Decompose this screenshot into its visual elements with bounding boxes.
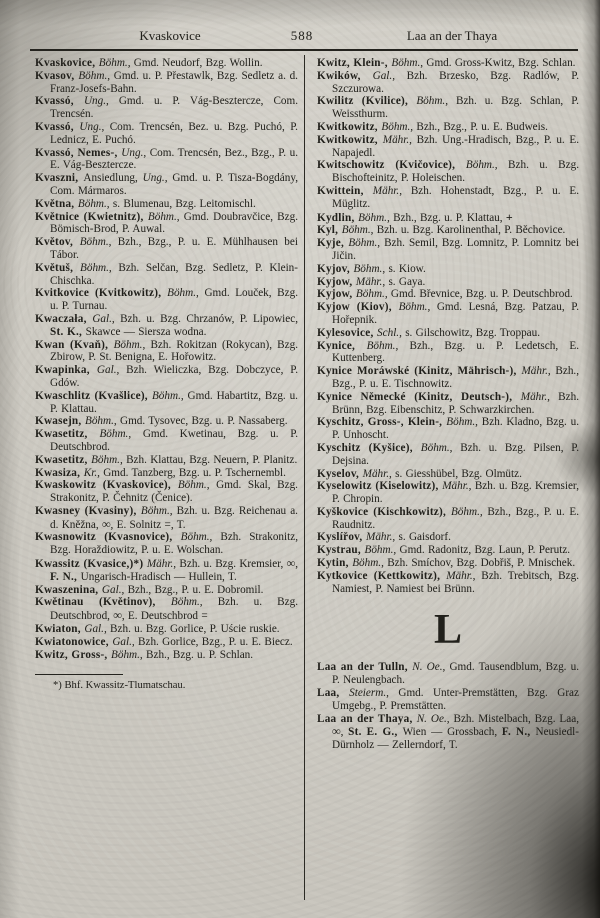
- entry-text: Gmd. Doubravčice, Bzg. Bömisch-Brod, P. Auwal.: [50, 210, 299, 236]
- entry-text: Bzh. u. Bzg. Chrzanów, P. Lipowiec,: [120, 312, 299, 325]
- gazetteer-entry: [35, 262, 298, 288]
- entry-headword: Kwików,: [317, 69, 373, 82]
- entry-headword: Laa,: [317, 687, 350, 700]
- entry-text: Bzh. u. Bzg. Kremsier,: [179, 558, 287, 571]
- entry-region: Böhm.,: [80, 261, 119, 274]
- gazetteer-entry: [35, 57, 298, 70]
- entry-region: N. Oe.,: [416, 712, 454, 725]
- entry-headword: Kwasnowitz (Kvasnovice),: [35, 531, 181, 544]
- entry-text: Bzh. u. Bzg. Bischofteinitz, P. Holeischen.: [332, 159, 579, 185]
- entry-region: Böhm.,: [446, 416, 482, 429]
- entry-headword: Května,: [35, 197, 78, 210]
- entry-headword: Kwasiza,: [35, 466, 84, 479]
- entry-headword: F. N.,: [501, 726, 536, 739]
- gazetteer-entry: [35, 531, 298, 557]
- entry-text: ,: [340, 726, 349, 739]
- footnote-text: *) Bhf. Kwassitz-Tlumatschau.: [53, 680, 186, 692]
- entry-region: Ung.,: [83, 95, 119, 108]
- entry-region: Böhm.,: [348, 237, 385, 250]
- gazetteer-entry: [317, 327, 579, 340]
- left-column: [35, 57, 298, 692]
- gazetteer-entry: [35, 649, 298, 662]
- entry-headword: Kynice Německé (Kinitz, Deutsch-),: [317, 390, 521, 403]
- entry-text: Bzh. Brzesko, Bzg. Radlów, P. Szczurowa.: [332, 69, 580, 95]
- page-header: [0, 28, 600, 48]
- entry-text: Bzh. Wieliczka, Bzg. Dobczyce, P. Gdów.: [50, 364, 298, 389]
- entry-text: Com. Trencsén, Bez. u. Bzg. Puchó, P. Lednicz, E. Puchó.: [50, 120, 298, 146]
- entry-headword: Kwasetitz,: [35, 428, 100, 441]
- entry-text: Bzh. u. Bzg. Karolinenthal, P. Běchovice.: [376, 224, 566, 237]
- entry-text: Bzh. Ung.-Hradisch, Bzg., P. u. E. Napajedl.: [332, 133, 579, 159]
- gazetteer-entry: [317, 95, 579, 121]
- gazetteer-entry: [35, 211, 298, 237]
- entry-headword: Kynice,: [317, 339, 367, 352]
- entry-region: Böhm.,: [111, 648, 147, 661]
- entry-region: Böhm.,: [91, 453, 127, 466]
- entry-headword: Kwitz, Gross-,: [35, 648, 112, 661]
- entry-headword: Květnice (Kwietnitz),: [35, 210, 148, 223]
- entry-text: Gmd. Unter-Premstätten, Bzg. Graz Umgebg., P. Premstätten.: [332, 687, 579, 712]
- entry-region: Mähr.,: [382, 133, 417, 146]
- entry-headword: Kvitkovice (Kvitkowitz),: [35, 287, 168, 300]
- entry-symbol-icon: ∞: [332, 724, 341, 739]
- entry-headword: Kvaszni,: [35, 172, 84, 185]
- footnote: [35, 674, 298, 692]
- gazetteer-entry: [317, 391, 579, 417]
- entry-text: Com. Trencsén, Bez., Bzg., P. u. E. Vág-Besztercze.: [50, 146, 298, 172]
- gazetteer-entry: [317, 365, 579, 391]
- entry-headword: Kwittein,: [317, 184, 373, 197]
- entry-headword: Kwasetitz,: [35, 453, 92, 466]
- entry-headword: Kwaczała,: [35, 312, 93, 325]
- entry-text: Bzh. Selčan, Bzg. Sedletz, P. Klein-Chischka.: [50, 261, 298, 287]
- entry-text: Gmd. Louček, Bzg. u. P. Turnau.: [50, 287, 298, 313]
- entry-text: Gmd. Habartitz, Bzg. u. P. Klattau.: [50, 389, 298, 415]
- entry-text: Gmd. u. P. Tisza-Bogdány, Com. Mármaros.: [50, 172, 298, 197]
- entry-region: Böhm.,: [381, 120, 417, 133]
- entry-headword: Kyjow,: [317, 288, 356, 301]
- entry-region: Böhm.,: [113, 338, 151, 351]
- section-letter-heading: L: [433, 607, 462, 654]
- entry-headword: Kystrau,: [317, 544, 365, 557]
- gazetteer-entry: [35, 121, 298, 147]
- entry-headword: Kwitkowitz,: [317, 133, 383, 146]
- gazetteer-entry: [317, 263, 579, 276]
- entry-text: Gmd. Kwetinau, Bzg. u. P. Deutschbrod.: [50, 428, 298, 453]
- entry-text: Bzh., Bzg. u. P. Klattau,: [393, 211, 506, 224]
- entry-headword: Kwasejn,: [35, 415, 85, 428]
- entry-headword: Kynice Moráwské (Kinitz, Mährisch-),: [317, 365, 522, 378]
- gazetteer-entry: [35, 70, 298, 96]
- entry-text: Bzh., Bzg., P. u. E. Tischnowitz.: [332, 365, 580, 390]
- entry-region: Böhm.,: [99, 428, 143, 441]
- entry-text: , E. Deutschbrod =: [121, 610, 208, 623]
- entry-text: Bzh. Smíchov, Bzg. Dobřiš, P. Mnischek.: [387, 557, 576, 570]
- entry-headword: Kwětinau (Květinov),: [35, 596, 171, 609]
- entry-text: Skawce — Siersza wodna.: [85, 325, 207, 338]
- entry-region: Mähr.,: [521, 365, 556, 378]
- entry-symbol-icon: ∞: [113, 608, 122, 623]
- entry-region: Böhm.,: [341, 224, 377, 237]
- entry-headword: Kyselov,: [317, 467, 363, 480]
- entry-text: Gmd. Tausendblum, Bzg. u. P. Neulengbach.: [332, 661, 580, 687]
- entry-region: Böhm.,: [366, 339, 410, 352]
- gazetteer-entry: [35, 479, 298, 505]
- entry-text: Bzh., Bzg., P. u. E. Raudnitz.: [332, 505, 579, 531]
- entry-text: Gmd. Gross-Kwitz, Bzg. Schlan.: [426, 57, 576, 69]
- entry-headword: Kvassó,: [35, 120, 80, 133]
- entry-text: s. Gaya.: [388, 275, 426, 288]
- entry-region: Böhm.,: [416, 95, 456, 108]
- gazetteer-entry: [35, 236, 298, 262]
- gazetteer-entry: [317, 301, 579, 327]
- entry-text: Bzh. u. Bzg. Kremsier, P. Chropin.: [332, 480, 579, 506]
- entry-region: Böhm.,: [167, 287, 205, 300]
- entry-headword: Kyselowitz (Kiselowitz),: [317, 480, 443, 493]
- entry-region: Böhm.,: [420, 441, 461, 454]
- entry-text: Neusiedl-Dürnholz — Zellerndorf, T.: [332, 726, 579, 752]
- entry-headword: Kyjov,: [317, 262, 354, 275]
- entry-headword: Laa an der Thaya,: [317, 712, 417, 725]
- gazetteer-entry: [317, 237, 579, 263]
- gazetteer-entry: [317, 687, 579, 713]
- entry-headword: Kytkovice (Kettkowitz),: [317, 569, 447, 582]
- running-head-right: Laa an der Thaya: [406, 28, 498, 43]
- entry-headword: Kvassó, Nemes-,: [35, 146, 122, 159]
- gazetteer-entry: [35, 364, 298, 390]
- gazetteer-entry: [317, 506, 579, 532]
- entry-headword: Kylesovice,: [317, 326, 378, 339]
- entry-headword: St. E. G.,: [348, 726, 403, 739]
- entry-text: Bzh. Mistelbach, Bzg. Laa,: [453, 712, 579, 725]
- entry-text: Bzh., Bzg., P. u. E. Budweis.: [416, 120, 548, 133]
- gazetteer-entry: [35, 584, 298, 597]
- entry-region: Steierm.,: [349, 687, 399, 700]
- entry-headword: Kvaskovice,: [35, 57, 99, 69]
- right-entry-list: [317, 57, 579, 752]
- gazetteer-entry: [317, 480, 579, 506]
- gazetteer-entry: [35, 454, 298, 467]
- gazetteer-entry: [35, 390, 298, 416]
- entry-headword: Květuš,: [35, 261, 81, 274]
- gazetteer-entry: [317, 121, 579, 134]
- gazetteer-entry: [317, 468, 579, 481]
- gazetteer-entry: [317, 340, 579, 366]
- entry-symbol-icon: +: [505, 209, 513, 224]
- gazetteer-entry: [317, 442, 579, 468]
- entry-region: Böhm.,: [398, 301, 437, 314]
- entry-text: Bzh. Strakonitz, Bzg. Horaždiowitz, P. u. E. Wolschan.: [50, 531, 298, 557]
- entry-region: Ung.,: [79, 120, 110, 133]
- entry-region: Böhm.,: [170, 596, 218, 609]
- entry-headword: Kyschitz (Kyšice),: [317, 441, 421, 454]
- entry-region: Gal.,: [92, 312, 121, 325]
- entry-text: Gmd. Skal, Bzg. Strakonitz, P. Čehnitz (Čenice).: [50, 479, 298, 505]
- entry-region: Gal.,: [84, 623, 111, 636]
- entry-text: Gmd. Radonitz, Bzg. Laun, P. Perutz.: [399, 544, 571, 557]
- entry-headword: Kwitschowitz (Kvičovice),: [317, 159, 466, 172]
- entry-headword: Kyje,: [317, 237, 349, 250]
- entry-text: ,: [295, 558, 298, 571]
- entry-region: Ung.,: [142, 172, 173, 185]
- entry-region: Schl.,: [377, 326, 406, 339]
- entry-headword: Kyschitz, Gross-, Klein-,: [317, 416, 447, 429]
- entry-text: Gmd. Lesná, Bzg. Patzau, P. Hořepnik.: [332, 301, 579, 326]
- gazetteer-entry: [317, 276, 579, 289]
- gazetteer-entry: [317, 570, 579, 596]
- entry-text: Bzh. Gorlice, Bzg., P. u. E. Biecz.: [138, 635, 293, 648]
- gazetteer-entry: [35, 557, 298, 584]
- entry-headword: Kwiaton,: [35, 623, 85, 636]
- entry-region: Böhm.,: [450, 505, 488, 518]
- entry-region: Böhm.,: [79, 236, 118, 249]
- entry-text: , E. Solnitz =, T.: [110, 518, 186, 531]
- entry-text: Gmd. Neudorf, Bzg. Wollin.: [133, 57, 263, 69]
- entry-text: Wien — Grossbach,: [402, 726, 502, 739]
- entry-text: Gmd. Tanzberg, Bzg. u. P. Tschernembl.: [103, 466, 286, 479]
- entry-region: Böhm.,: [364, 544, 400, 557]
- entry-headword: Kwilitz (Kvilice),: [317, 95, 417, 108]
- gazetteer-entry: [35, 596, 298, 623]
- gazetteer-entry: [317, 661, 579, 687]
- gazetteer-entry: [317, 544, 579, 557]
- entry-headword: Kyl,: [317, 224, 342, 237]
- entry-region: Böhm.,: [98, 57, 134, 69]
- entry-text: Gmd. u. P. Vág-Besztercze, Com. Trencsén.: [50, 95, 298, 121]
- left-entry-list: [35, 57, 298, 661]
- entry-headword: Kwaschlitz (Kvašlice),: [35, 389, 152, 402]
- entry-region: Mähr.,: [446, 569, 482, 582]
- entry-headword: Kwapinka,: [35, 364, 97, 377]
- entry-headword: Kwitz, Klein-,: [317, 57, 392, 69]
- entry-region: Mähr.,: [362, 467, 396, 480]
- entry-region: Böhm.,: [85, 415, 120, 428]
- entry-headword: Kyjow (Kiov),: [317, 301, 399, 314]
- entry-region: Mähr.,: [520, 390, 559, 403]
- entry-symbol-icon: ∞: [101, 516, 111, 531]
- entry-text: Gmd. u. P. Přestawlk, Bzg. Sedletz a. d. Franz-Josefs-Bahn.: [50, 69, 298, 95]
- entry-region: Böhm.,: [151, 389, 188, 402]
- entry-headword: Kyškovice (Kischkowitz),: [317, 505, 451, 518]
- entry-region: Mähr.,: [146, 558, 180, 571]
- header-rule: [30, 49, 578, 51]
- entry-text: Gmd. Tysovec, Bzg. u. P. Nassaberg.: [120, 415, 288, 428]
- entry-text: Bzh. Klattau, Bzg. Neuern, P. Planitz.: [126, 453, 298, 466]
- entry-region: Böhm.,: [78, 69, 114, 82]
- entry-headword: Kvasov,: [35, 69, 79, 82]
- entry-text: s. Gilschowitz, Bzg. Troppau.: [405, 326, 541, 339]
- entry-region: Böhm.,: [180, 531, 221, 544]
- gazetteer-entry: [317, 224, 579, 237]
- gazetteer-entry: [317, 70, 579, 96]
- entry-region: Mähr.,: [366, 531, 399, 544]
- gazetteer-entry: [317, 57, 579, 70]
- entry-region: Ung.,: [121, 146, 150, 159]
- entry-region: Böhm.,: [353, 262, 389, 275]
- entry-region: Böhm.,: [177, 479, 217, 492]
- gazetteer-entry: [35, 636, 298, 649]
- gazetteer-entry: [35, 505, 298, 532]
- gazetteer-entry: [35, 147, 298, 173]
- entry-text: s. Gaisdorf.: [398, 531, 451, 544]
- entry-headword: Kwitkowitz,: [317, 120, 382, 133]
- entry-region: Mähr.,: [442, 480, 475, 493]
- entry-text: Bzh. u. Bzg. Gorlice, P. Uście ruskie.: [110, 623, 280, 636]
- entry-text: Bzh. u. Bzg. Deutschbrod,: [50, 596, 299, 623]
- entry-text: Bzh. u. Bzg. Pilsen, P. Dejsina.: [332, 441, 580, 467]
- column-divider: [304, 55, 305, 900]
- page-number: 588: [290, 28, 314, 43]
- entry-headword: Laa an der Tulln,: [317, 661, 413, 674]
- entry-headword: Kwan (Kvaň),: [35, 338, 114, 351]
- gazetteer-entry: [35, 428, 298, 454]
- gazetteer-entry: [317, 713, 579, 752]
- entry-headword: Kwaszenina,: [35, 583, 102, 596]
- entry-headword: Kydlin,: [317, 211, 359, 224]
- entry-text: Ansiedlung,: [83, 172, 143, 185]
- entry-region: Böhm.,: [147, 210, 184, 223]
- gazetteer-entry: [35, 198, 298, 211]
- entry-region: Mähr.,: [372, 184, 411, 197]
- entry-headword: St. K.,: [50, 325, 86, 338]
- entry-headword: Kytin,: [317, 557, 353, 570]
- entry-headword: Květov,: [35, 236, 80, 249]
- entry-text: Bzh. Hohenstadt, Bzg., P. u. E. Müglitz.: [332, 184, 580, 210]
- entry-text: Bzh. Brünn, Bzg. Eibenschitz, P. Schwarzkirchen.: [332, 390, 579, 416]
- entry-headword: F. N.,: [50, 570, 81, 583]
- gazetteer-entry: [317, 416, 579, 442]
- entry-text: Bzh., Bzg., P. u. E. Mühlhausen bei Tábor.: [50, 236, 298, 261]
- gazetteer-entry: [317, 288, 579, 301]
- entry-headword: Kwassitz (Kvasice,)*): [35, 558, 147, 571]
- entry-region: Gal.,: [112, 635, 139, 648]
- entry-text: Gmd. Břevnice, Bzg. u. P. Deutschbrod.: [390, 288, 573, 301]
- entry-region: Böhm.,: [352, 557, 388, 570]
- entry-text: Bzh., Bzg. u. P. Ledetsch, E. Kuttenberg.: [332, 339, 579, 365]
- entry-headword: Kwaskowitz (Kvaskovice),: [35, 479, 178, 492]
- gazetteer-entry: [35, 623, 298, 636]
- entry-headword: Kyjow,: [317, 275, 356, 288]
- entry-symbol-icon: ∞: [286, 556, 296, 571]
- entry-region: Mähr.,: [355, 275, 389, 288]
- gazetteer-entry: [317, 211, 579, 225]
- entry-text: s. Giesshübel, Bzg. Olmütz.: [395, 467, 522, 480]
- entry-headword: Kwiatonowice,: [35, 635, 113, 648]
- entry-headword: Kvassó,: [35, 95, 84, 108]
- gazetteer-entry: [317, 134, 579, 160]
- gazetteer-entry: [317, 557, 579, 570]
- gazetteer-entry: [317, 531, 579, 544]
- entry-region: Gal.,: [372, 69, 407, 82]
- entry-region: Böhm.,: [358, 211, 394, 224]
- entry-headword: Kyslířov,: [317, 531, 366, 544]
- entry-text: Bzh. Rokitzan (Rokycan), Bzg. Zbirow, P. St. Benigna, E. Hořowitz.: [50, 338, 298, 364]
- entry-region: Böhm.,: [465, 159, 509, 172]
- entry-text: Bzh., Bzg., P. u. E. Dobromil.: [127, 583, 264, 596]
- footnote-rule: [35, 674, 123, 675]
- gazetteer-entry: [35, 95, 298, 121]
- gazetteer-entry: [35, 313, 298, 339]
- entry-region: Böhm.,: [77, 197, 113, 210]
- gazetteer-entry: [317, 159, 579, 185]
- entry-text: Bzh. u. Bzg. Reichenau a. d. Kněžna,: [50, 504, 298, 531]
- entry-text: Bzh. Trebitsch, Bzg. Namiest, P. Namiest bei Brünn.: [332, 569, 579, 595]
- entry-headword: Kwasney (Kvasiny),: [35, 504, 141, 517]
- gazetteer-entry: [35, 287, 298, 313]
- gazetteer-entry: [35, 467, 298, 480]
- entry-text: s. Kiow.: [388, 262, 426, 275]
- entry-region: Kr.,: [83, 466, 104, 479]
- entry-region: Gal.,: [96, 364, 127, 377]
- entry-region: Böhm.,: [355, 288, 391, 301]
- running-head-left: Kvaskovice: [139, 28, 201, 43]
- entry-text: s. Blumenau, Bzg. Leitomischl.: [112, 197, 256, 210]
- gazetteer-entry: [317, 185, 579, 211]
- entry-text: Bzh. Semil, Bzg. Lomnitz, P. Lomnitz bei Jičin.: [332, 237, 579, 262]
- entry-text: Bzh. Kladno, Bzg. u. P. Unhoscht.: [332, 416, 579, 442]
- gazetteer-entry: [35, 339, 298, 365]
- gazetteer-entry: [35, 415, 298, 428]
- entry-region: Böhm.,: [391, 57, 427, 69]
- entry-text: Ungarisch-Hradisch — Hullein, T.: [80, 570, 237, 583]
- entry-region: Gal.,: [101, 583, 128, 596]
- entry-region: N. Oe.,: [412, 661, 450, 674]
- entry-region: Böhm.,: [140, 504, 177, 517]
- gazetteer-entry: [35, 172, 298, 198]
- entry-text: Bzh., Bzg. u. P. Schlan.: [146, 648, 254, 661]
- right-column: [317, 57, 579, 752]
- entry-text: Bzh. u. Bzg. Schlan, P. Weissthurm.: [332, 95, 579, 121]
